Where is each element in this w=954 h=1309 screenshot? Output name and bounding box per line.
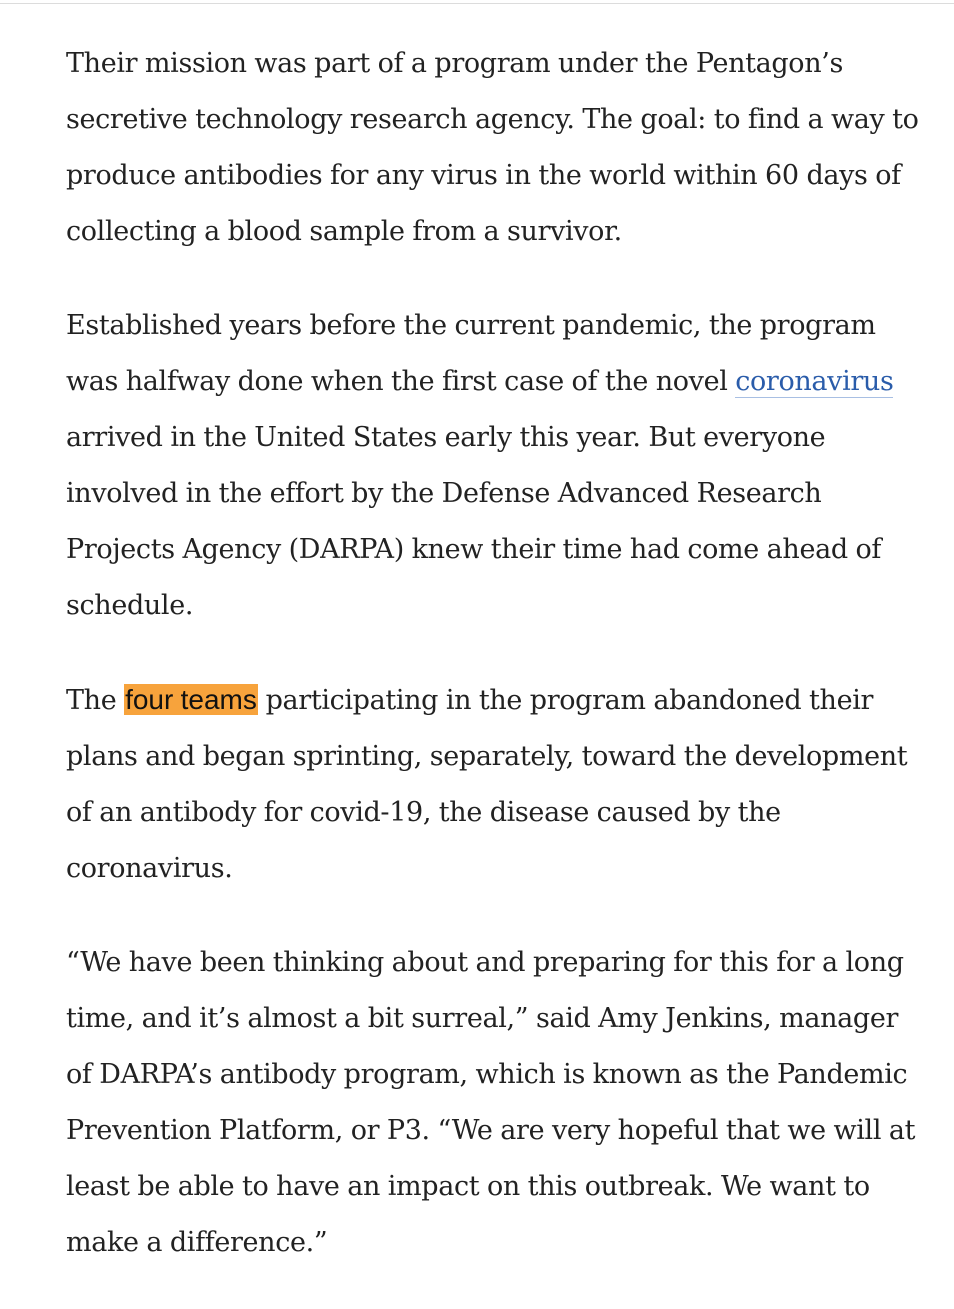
paragraph-established-text-after: arrived in the United States early this year. But everyone involved in the effort by the Defense Advanced Research Projects Agency (DARPA) knew their time had come ahead of schedule. [66,422,882,621]
paragraph-four-teams [66,672,928,897]
article-body [66,36,928,1309]
paragraph-four-teams-text-before: The [66,685,125,716]
paragraph-established [66,298,928,634]
highlighted-phrase-four-teams: four teams [125,684,257,715]
paragraph-quote [66,935,928,1271]
paragraph-mission-text: Their mission was part of a program under the Pentagon’s secretive technology research agency. The goal: to find a way to produce antibodies for any virus in the world within 60 days of collecting a blood sample from a survivor. [66,48,919,247]
top-divider [0,3,954,4]
paragraph-quote-text: “We have been thinking about and preparing for this for a long time, and it’s almost a bit surreal,” said Amy Jenkins, manager of DARPA’s antibody program, which is known as the Pandemic Prevention Platform, or P3. “We are very hopeful that we will at least be able to have an impact on this outbreak. We want to make a difference.” [66,947,916,1258]
paragraph-four-teams-text-after: participating in the program abandoned their plans and began sprinting, separately, toward the development of an antibody for covid-19, the disease caused by the coronavirus. [66,685,908,884]
paragraph-established-text-before: Established years before the current pandemic, the program was halfway done when the first case of the novel [66,310,876,397]
coronavirus-link[interactable]: coronavirus [735,366,894,397]
paragraph-mission [66,36,928,260]
